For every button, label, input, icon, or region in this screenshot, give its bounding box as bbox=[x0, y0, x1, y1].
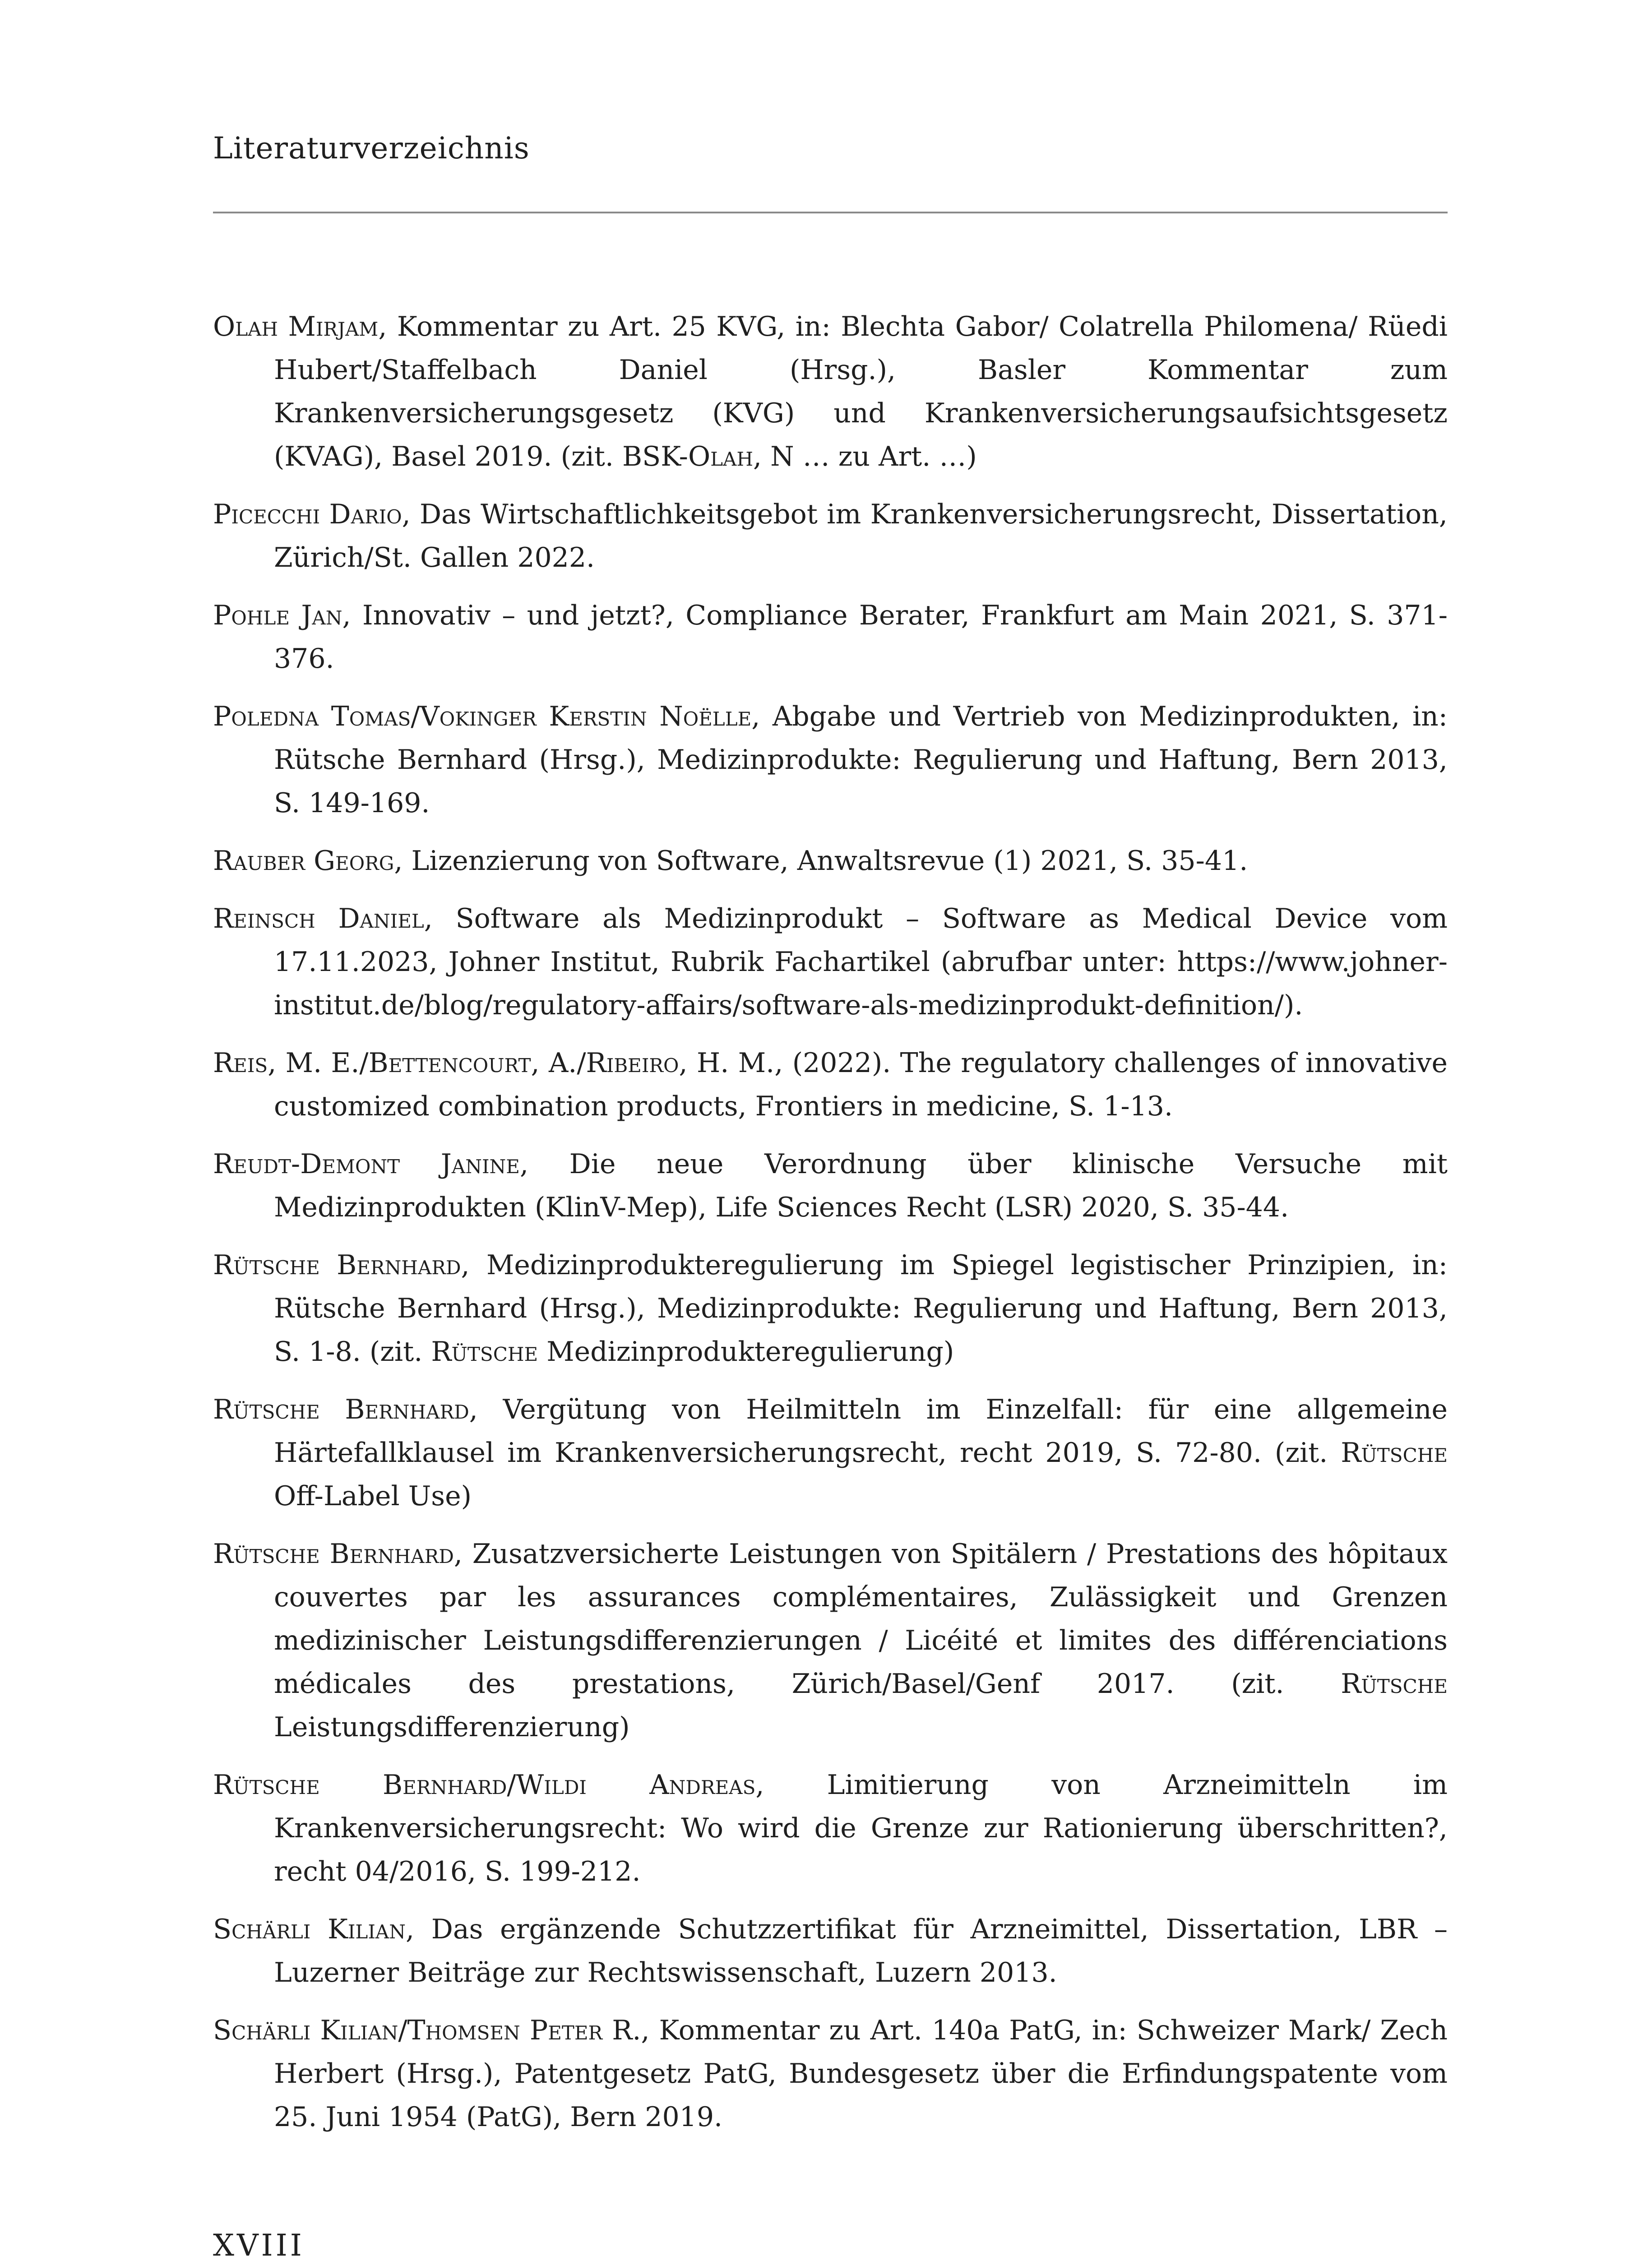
entry-author: Schärli Kilian bbox=[213, 1914, 406, 1945]
entry-text: , Lizenzierung von Software, Anwaltsrevue (1) 2021, S. 35-41. bbox=[394, 845, 1248, 877]
entry-author: Pohle Jan bbox=[213, 600, 342, 631]
entry-text: , Zusatzversicherte Leistungen von Spitälern / Prestations des hôpitaux couvertes par les assurances complémentaires, Zulässigkeit und Grenzen medizinischer Leistungsdifferenzierungen / Licéité et limites des différenciations médicales des prestations, Zürich/Basel/Genf 2017. (zit. bbox=[274, 1538, 1448, 1700]
entry-text: , Das ergänzende Schutzzertifikat für Arzneimittel, Dissertation, LBR – Luzerner Beiträge zur Rechtswissenschaft, Luzern 2013. bbox=[274, 1914, 1448, 1988]
bibliography-entry bbox=[213, 1244, 1448, 1373]
entry-text: , Kommentar zu Art. 25 KVG, in: Blechta Gabor/ Colatrella Philomena/ Rüedi Hubert/Staffelbach Daniel (Hrsg.), Basler Kommentar zum Krankenversicherungsgesetz (KVG) und Krankenversicherungsaufsichtsgesetz (KVAG), Basel 2019. (zit. BSK- bbox=[274, 311, 1448, 472]
page-number: XVIII bbox=[213, 2228, 305, 2256]
entry-text: , Kommentar zu Art. 140a PatG, in: Schweizer Mark/ Zech Herbert (Hrsg.), Patentgesetz PatG, Bundesgesetz über die Erfindungspatente vom 25. Juni 1954 (PatG), Bern 2019. bbox=[274, 2015, 1448, 2133]
entry-author: Rauber Georg bbox=[213, 845, 394, 877]
entry-text: , Das Wirtschaftlichkeitsgebot im Krankenversicherungsrecht, Dissertation, Zürich/St. Gallen 2022. bbox=[274, 499, 1448, 573]
entry-author: Picecchi Dario bbox=[213, 499, 402, 530]
entry-citation-text: , N … zu Art. …) bbox=[753, 441, 977, 472]
bibliography-entry bbox=[213, 2009, 1448, 2139]
bibliography-entry bbox=[213, 1908, 1448, 1994]
entry-author: Schärli Kilian/Thomsen Peter R. bbox=[213, 2015, 641, 2046]
entry-author: Reinsch Daniel bbox=[213, 903, 424, 934]
bibliography-entry bbox=[213, 305, 1448, 478]
entry-citation-author: Rütsche bbox=[1341, 1668, 1448, 1700]
entry-citation-author: Rütsche bbox=[1341, 1437, 1448, 1469]
running-head: Literaturverzeichnis bbox=[213, 131, 530, 166]
bibliography-entry bbox=[213, 1041, 1448, 1128]
entry-text: , Abgabe und Vertrieb von Medizinprodukten, in: Rütsche Bernhard (Hrsg.), Medizinprodukte: Regulierung und Haftung, Bern 2013, S. 149-169. bbox=[274, 701, 1448, 819]
entry-author: Rütsche Bernhard bbox=[213, 1394, 469, 1425]
bibliography-list bbox=[213, 305, 1448, 2153]
bibliography-entry bbox=[213, 493, 1448, 579]
entry-citation-author: Olah bbox=[688, 441, 754, 472]
entry-author: Rütsche Bernhard bbox=[213, 1249, 461, 1281]
bibliography-entry bbox=[213, 1763, 1448, 1893]
entry-author: Reudt-Demont Janine bbox=[213, 1148, 520, 1180]
entry-text: , (2022). The regulatory challenges of innovative customized combination products, Frontiers in medicine, S. 1-13. bbox=[274, 1047, 1448, 1122]
header-rule bbox=[213, 212, 1448, 213]
entry-author: Rütsche Bernhard/Wildi Andreas bbox=[213, 1769, 756, 1801]
entry-text: , Die neue Verordnung über klinische Versuche mit Medizinprodukten (KlinV-Mep), Life Sciences Recht (LSR) 2020, S. 35-44. bbox=[274, 1148, 1448, 1223]
bibliography-entry bbox=[213, 1142, 1448, 1229]
entry-text: , Software als Medizinprodukt – Software as Medical Device vom 17.11.2023, Johner Institut, Rubrik Fachartikel (abrufbar unter: https://www.johner-institut.de/blog/regulatory-affairs/software-als-medizinprodukt-definition/). bbox=[274, 903, 1448, 1021]
bibliography-entry bbox=[213, 839, 1448, 883]
entry-citation-text: Leistungsdifferenzierung) bbox=[274, 1711, 630, 1743]
entry-citation-text: Medizinprodukteregulierung) bbox=[538, 1336, 954, 1368]
entry-text: , Vergütung von Heilmitteln im Einzelfall: für eine allgemeine Härtefallklausel im Krankenversicherungsrecht, recht 2019, S. 72-80. (zit. bbox=[274, 1394, 1448, 1469]
bibliography-entry bbox=[213, 1532, 1448, 1749]
bibliography-entry bbox=[213, 594, 1448, 680]
entry-author: Reis, M. E./Bettencourt, A./Ribeiro, H. M. bbox=[213, 1047, 775, 1079]
bibliography-entry bbox=[213, 695, 1448, 825]
bibliography-entry bbox=[213, 897, 1448, 1027]
entry-citation-author: Rütsche bbox=[431, 1336, 538, 1368]
entry-text: , Medizinprodukteregulierung im Spiegel legistischer Prinzipien, in: Rütsche Bernhard (Hrsg.), Medizinprodukte: Regulierung und Haftung, Bern 2013, S. 1-8. (zit. bbox=[274, 1249, 1448, 1368]
entry-author: Olah Mirjam bbox=[213, 311, 379, 342]
bibliography-entry bbox=[213, 1388, 1448, 1518]
entry-author: Poledna Tomas/Vokinger Kerstin Noëlle bbox=[213, 701, 752, 732]
entry-author: Rütsche Bernhard bbox=[213, 1538, 454, 1570]
entry-citation-text: Off-Label Use) bbox=[274, 1480, 472, 1512]
entry-text: , Limitierung von Arzneimitteln im Krankenversicherungsrecht: Wo wird die Grenze zur Rationierung überschritten?, recht 04/2016, S. 199-212. bbox=[274, 1769, 1448, 1887]
entry-text: , Innovativ – und jetzt?, Compliance Berater, Frankfurt am Main 2021, S. 371-376. bbox=[274, 600, 1448, 675]
